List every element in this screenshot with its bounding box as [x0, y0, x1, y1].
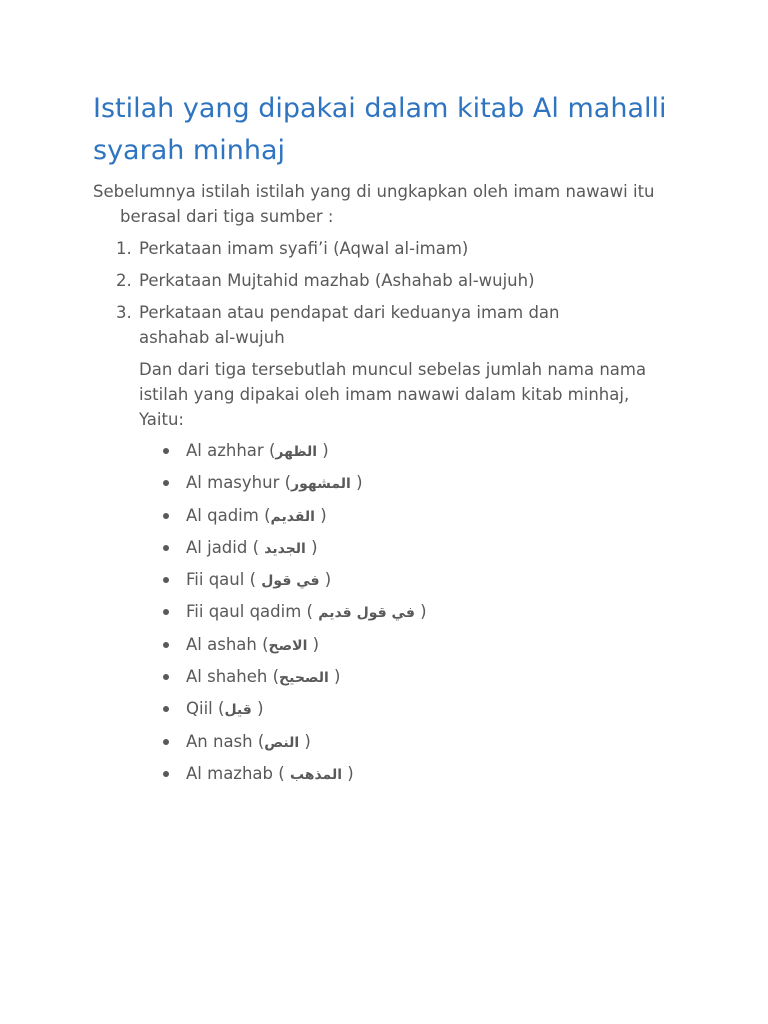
- term-latin: Fii qaul (: [186, 570, 262, 590]
- term-latin: Al azhhar (: [186, 441, 276, 460]
- term-item: [139, 729, 539, 761]
- term-latin: Al shaheh (: [186, 667, 280, 687]
- term-arabic: القديم: [270, 508, 315, 525]
- term-arabic: في قول: [261, 573, 320, 590]
- bullet-icon: [163, 706, 169, 712]
- term-latin: Al ashah (: [186, 634, 269, 654]
- term-item: [139, 664, 539, 696]
- term-latin: Qiil (: [186, 699, 225, 719]
- source-text: Perkataan Mujtahid mazhab (Ashahab al-wujuh): [139, 271, 535, 290]
- terms-list: [139, 438, 539, 793]
- term-close: ): [317, 441, 329, 460]
- terms-intro-paragraph: Dan dari tiga tersebutlah muncul sebelas jumlah nama nama istilah yang dipakai oleh imam nawawi dalam kitab minhaj, Yaitu:: [139, 360, 647, 429]
- source-item: [93, 300, 633, 350]
- bullet-icon: [163, 577, 169, 583]
- term-latin: Al qadim (: [186, 505, 271, 525]
- term-latin: Fii qaul qadim (: [186, 602, 319, 622]
- term-arabic: النص: [264, 734, 300, 751]
- term-latin: Al masyhur (: [186, 473, 292, 493]
- document-title: Istilah yang dipakai dalam kitab Al mahalli syarah minhaj: [93, 93, 667, 166]
- term-close: ): [350, 473, 363, 493]
- sources-list: [93, 236, 633, 357]
- term-latin: Al jadid (: [186, 537, 265, 557]
- term-arabic: الاصح: [268, 637, 308, 654]
- term-arabic: قيل: [224, 702, 252, 719]
- term-close: ): [305, 537, 318, 557]
- term-item: [139, 535, 539, 567]
- term-latin: An nash (: [186, 731, 265, 751]
- term-item: [139, 599, 539, 631]
- intro-paragraph: Sebelumnya istilah istilah yang di ungkapkan oleh imam nawawi itu berasal dari tiga sumber :: [93, 182, 655, 226]
- term-close: ): [299, 731, 311, 751]
- term-close: ): [342, 763, 354, 783]
- term-item: [139, 470, 539, 502]
- source-item: [93, 268, 633, 293]
- list-number: 3.: [116, 303, 132, 322]
- bullet-icon: [163, 739, 169, 745]
- term-item: [139, 503, 539, 535]
- term-close: ): [314, 505, 327, 525]
- source-item: [93, 236, 633, 261]
- term-arabic: المشهور: [291, 476, 351, 493]
- bullet-icon: [163, 480, 169, 486]
- term-item: [139, 567, 539, 599]
- term-close: ): [307, 634, 320, 654]
- bullet-icon: [163, 674, 169, 680]
- term-arabic: الجديد: [264, 540, 306, 557]
- list-number: 1.: [116, 239, 132, 258]
- bullet-icon: [163, 771, 169, 777]
- list-number: 2.: [116, 271, 132, 290]
- term-arabic: الظهر: [275, 444, 318, 460]
- term-close: ): [328, 667, 341, 687]
- bullet-icon: [163, 545, 169, 551]
- term-item: [139, 632, 539, 664]
- term-close: ): [414, 602, 427, 622]
- source-text: Perkataan atau pendapat dari keduanya imam dan ashahab al-wujuh: [139, 303, 560, 347]
- term-item: [139, 438, 539, 470]
- bullet-icon: [163, 642, 169, 648]
- term-arabic: الصحيح: [279, 670, 329, 687]
- term-item: [139, 761, 539, 793]
- bullet-icon: [163, 609, 169, 615]
- term-close: ): [251, 699, 264, 719]
- term-arabic: المذهب: [289, 766, 342, 783]
- term-latin: Al mazhab (: [186, 763, 290, 783]
- term-item: [139, 696, 539, 728]
- term-arabic: في قول قديم: [318, 605, 415, 622]
- bullet-icon: [163, 448, 169, 454]
- source-text: Perkataan imam syafi’i (Aqwal al-imam): [139, 239, 469, 258]
- term-close: ): [319, 570, 332, 590]
- bullet-icon: [163, 513, 169, 519]
